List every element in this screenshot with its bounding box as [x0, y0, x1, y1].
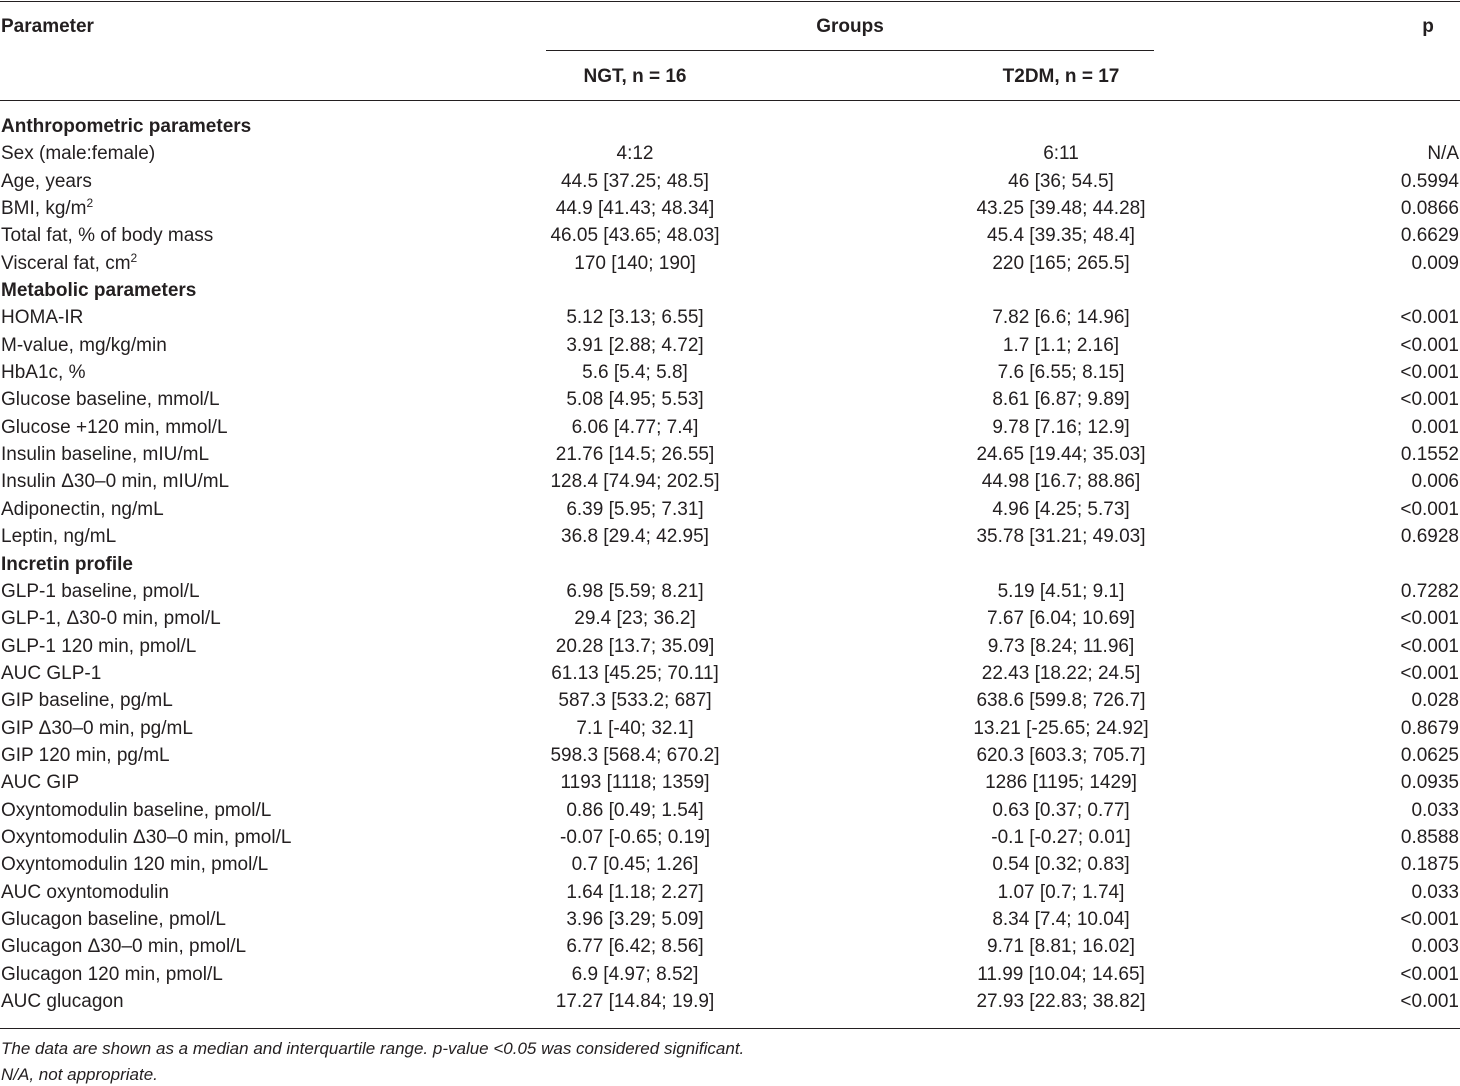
parameter-cell — [1, 222, 213, 249]
table-top-rule — [0, 1, 1460, 2]
table-row — [0, 961, 1460, 988]
ngt-cell: 6.77 [6.42; 8.56] — [566, 936, 704, 958]
parameter-cell — [1, 496, 164, 523]
table-row — [0, 660, 1460, 687]
table-row — [0, 879, 1460, 906]
p-value-cell: 0.1875 — [1400, 854, 1459, 876]
parameter-cell — [1, 797, 271, 824]
p-value-cell: <0.001 — [1400, 307, 1459, 329]
ngt-cell: 21.76 [14.5; 26.55] — [555, 444, 715, 466]
parameter-label: Oxyntomodulin Δ30–0 min, pmol/L — [1, 826, 292, 848]
parameter-label: Age, years — [1, 170, 92, 192]
parameter-cell — [1, 879, 169, 906]
table-row — [0, 496, 1460, 523]
t2dm-cell: 1.07 [0.7; 1.74] — [997, 881, 1125, 903]
ngt-cell: 0.7 [0.45; 1.26] — [571, 854, 699, 876]
parameter-cell — [1, 414, 228, 441]
t2dm-cell: 44.98 [16.7; 88.86] — [981, 471, 1141, 493]
p-value-cell: 0.009 — [1411, 252, 1459, 274]
t2dm-cell: 5.19 [4.51; 9.1] — [997, 580, 1125, 602]
p-value-cell: <0.001 — [1400, 908, 1459, 930]
parameter-label: M-value, mg/kg/min — [1, 334, 167, 356]
header-t2dm: T2DM, n = 17 — [1002, 66, 1120, 87]
ngt-cell: 170 [140; 190] — [574, 252, 696, 274]
table-row — [0, 933, 1460, 960]
parameter-cell — [1, 578, 200, 605]
p-value-cell: 0.003 — [1411, 936, 1459, 958]
ngt-cell: 4:12 — [616, 143, 654, 165]
parameter-label: HbA1c, % — [1, 362, 86, 384]
parameter-label: Glucose +120 min, mmol/L — [1, 416, 228, 438]
table-row — [0, 523, 1460, 550]
t2dm-cell: 0.54 [0.32; 0.83] — [992, 854, 1130, 876]
table-row — [0, 468, 1460, 495]
parameter-label: Oxyntomodulin 120 min, pmol/L — [1, 854, 269, 876]
p-value-cell: 0.8679 — [1400, 717, 1459, 739]
p-value-cell: 0.7282 — [1400, 580, 1459, 602]
parameter-label: Adiponectin, ng/mL — [1, 498, 164, 520]
table-row — [0, 824, 1460, 851]
parameter-label: AUC glucagon — [1, 991, 124, 1012]
ngt-cell: 598.3 [568.4; 670.2] — [550, 744, 720, 766]
p-value-cell: <0.001 — [1400, 662, 1459, 684]
p-value-cell: <0.001 — [1400, 991, 1459, 1012]
parameter-label: GLP-1 baseline, pmol/L — [1, 580, 200, 602]
p-value-cell: 0.006 — [1411, 471, 1459, 493]
parameter-label: Glucose baseline, mmol/L — [1, 389, 220, 411]
ngt-cell: 0.86 [0.49; 1.54] — [566, 799, 704, 821]
ngt-cell: 61.13 [45.25; 70.11] — [551, 662, 719, 684]
table-row — [0, 578, 1460, 605]
table-row — [0, 687, 1460, 714]
p-value-cell: <0.001 — [1400, 389, 1459, 411]
header-ngt: NGT, n = 16 — [583, 66, 687, 87]
p-value-cell: 0.033 — [1411, 881, 1459, 903]
table-row — [0, 441, 1460, 468]
parameter-cell — [1, 140, 155, 167]
t2dm-cell: 7.82 [6.6; 14.96] — [992, 307, 1130, 329]
parameter-cell — [1, 769, 79, 796]
parameter-label: BMI, kg/m — [1, 198, 87, 220]
parameter-label: Glucagon 120 min, pmol/L — [1, 963, 223, 985]
p-value-cell: <0.001 — [1400, 362, 1459, 384]
header-groups: Groups — [816, 16, 884, 37]
parameter-cell — [1, 687, 173, 714]
ngt-cell: 1.64 [1.18; 2.27] — [566, 881, 704, 903]
t2dm-cell: 9.73 [8.24; 11.96] — [987, 635, 1135, 657]
ngt-cell: 44.9 [41.43; 48.34] — [555, 198, 715, 220]
p-value-cell: 0.0935 — [1400, 772, 1459, 794]
table-row — [0, 605, 1460, 632]
p-value-cell: <0.001 — [1400, 963, 1459, 985]
t2dm-cell: 9.78 [7.16; 12.9] — [992, 416, 1130, 438]
parameter-label: Sex (male:female) — [1, 143, 156, 165]
table-row — [0, 222, 1460, 249]
section-title: Anthropometric parameters — [1, 116, 252, 137]
t2dm-cell: 220 [165; 265.5] — [992, 252, 1130, 274]
parameter-cell — [1, 250, 137, 277]
table-row — [0, 797, 1460, 824]
parameter-label: GLP-1 120 min, pmol/L — [1, 635, 197, 657]
table-row — [0, 250, 1460, 277]
p-value-cell: 0.0866 — [1400, 198, 1459, 220]
t2dm-cell: 46 [36; 54.5] — [1008, 170, 1114, 192]
ngt-cell: 128.4 [74.94; 202.5] — [550, 471, 720, 493]
table-row — [0, 633, 1460, 660]
p-value-cell: 0.8588 — [1400, 826, 1459, 848]
t2dm-cell: 1.7 [1.1; 2.16] — [1002, 334, 1120, 356]
p-value-cell: <0.001 — [1400, 635, 1459, 657]
table-row — [0, 195, 1460, 222]
p-value-cell: 0.0625 — [1400, 744, 1459, 766]
p-value-cell: <0.001 — [1400, 334, 1459, 356]
parameter-cell — [1, 961, 223, 988]
section-row — [0, 551, 1460, 578]
table-row — [0, 140, 1460, 167]
parameter-cell — [1, 660, 101, 687]
parameter-cell — [1, 523, 116, 550]
parameter-cell — [1, 441, 209, 468]
parameter-label: GLP-1, Δ30-0 min, pmol/L — [1, 608, 221, 630]
ngt-cell: -0.07 [-0.65; 0.19] — [560, 826, 710, 848]
t2dm-cell: 22.43 [18.22; 24.5] — [981, 662, 1141, 684]
table-row — [0, 386, 1460, 413]
parameter-label: AUC oxyntomodulin — [1, 881, 169, 903]
ngt-cell: 7.1 [-40; 32.1] — [576, 717, 694, 739]
t2dm-cell: 638.6 [599.8; 726.7] — [976, 690, 1146, 712]
parameter-cell — [1, 988, 124, 1015]
ngt-cell: 3.91 [2.88; 4.72] — [566, 334, 704, 356]
ngt-cell: 6.9 [4.97; 8.52] — [571, 963, 699, 985]
groups-underline — [546, 50, 1154, 51]
ngt-cell: 5.08 [4.95; 5.53] — [566, 389, 704, 411]
p-value-cell: <0.001 — [1400, 608, 1459, 630]
header-parameter: Parameter — [1, 16, 94, 37]
parameter-cell — [1, 468, 229, 495]
parameter-label: GIP 120 min, pg/mL — [1, 744, 170, 766]
ngt-cell: 6.06 [4.77; 7.4] — [571, 416, 699, 438]
table-row — [0, 414, 1460, 441]
section-title: Incretin profile — [1, 553, 133, 575]
section-title: Metabolic parameters — [1, 280, 197, 302]
p-value-cell: 0.5994 — [1400, 170, 1459, 192]
t2dm-cell: 11.99 [10.04; 14.65] — [977, 963, 1145, 985]
parameter-label: Glucagon baseline, pmol/L — [1, 908, 226, 930]
section-row — [0, 113, 1460, 140]
p-value-cell: <0.001 — [1400, 498, 1459, 520]
parameter-label: Leptin, ng/mL — [1, 526, 117, 548]
parameter-cell — [1, 906, 226, 933]
ngt-cell: 5.12 [3.13; 6.55] — [566, 307, 704, 329]
parameter-label: AUC GLP-1 — [1, 662, 102, 684]
ngt-cell: 3.96 [3.29; 5.09] — [566, 908, 704, 930]
t2dm-cell: 7.6 [6.55; 8.15] — [997, 362, 1125, 384]
table-bottom-rule — [0, 1028, 1460, 1029]
parameter-cell — [1, 605, 221, 632]
t2dm-cell: 9.71 [8.81; 16.02] — [987, 936, 1135, 958]
parameter-label: Glucagon Δ30–0 min, pmol/L — [1, 936, 247, 958]
p-value-cell: N/A — [1427, 143, 1459, 165]
p-value-cell: 0.6928 — [1400, 526, 1459, 548]
parameter-label: Insulin Δ30–0 min, mIU/mL — [1, 471, 230, 493]
p-value-cell: 0.028 — [1411, 690, 1459, 712]
parameter-label: GIP baseline, pg/mL — [1, 690, 173, 712]
parameter-cell — [1, 933, 246, 960]
parameter-cell — [1, 195, 93, 222]
ngt-cell: 1193 [1118; 1359] — [560, 772, 710, 794]
parameter-label: Oxyntomodulin baseline, pmol/L — [1, 799, 272, 821]
t2dm-cell: 7.67 [6.04; 10.69] — [987, 608, 1135, 630]
table-row — [0, 304, 1460, 331]
parameter-cell — [1, 332, 167, 359]
t2dm-cell: 43.25 [39.48; 44.28] — [976, 198, 1146, 220]
parameter-cell — [1, 304, 83, 331]
parameter-label: Total fat, % of body mass — [1, 225, 214, 247]
parameter-cell — [1, 824, 291, 851]
ngt-cell: 17.27 [14.84; 19.9] — [555, 991, 715, 1012]
ngt-cell: 5.6 [5.4; 5.8] — [582, 362, 688, 384]
p-value-cell: 0.6629 — [1400, 225, 1459, 247]
unit-superscript: 2 — [86, 196, 94, 211]
t2dm-cell: 4.96 [4.25; 5.73] — [992, 498, 1130, 520]
table-row — [0, 715, 1460, 742]
parameter-cell — [1, 168, 92, 195]
section-row — [0, 277, 1460, 304]
t2dm-cell: 8.61 [6.87; 9.89] — [992, 389, 1130, 411]
table-row — [0, 906, 1460, 933]
table-row — [0, 359, 1460, 386]
t2dm-cell: 24.65 [19.44; 35.03] — [976, 444, 1146, 466]
t2dm-cell: 45.4 [39.35; 48.4] — [987, 225, 1135, 247]
ngt-cell: 6.98 [5.59; 8.21] — [566, 580, 704, 602]
table-row — [0, 168, 1460, 195]
parameter-label: Visceral fat, cm — [1, 252, 131, 274]
ngt-cell: 20.28 [13.7; 35.09] — [555, 635, 715, 657]
table-body — [0, 113, 1460, 1015]
footnote-data-note: The data are shown as a median and interquartile range. p-value <0.05 was considered significant. — [1, 1039, 745, 1058]
table-row — [0, 851, 1460, 878]
t2dm-cell: 6:11 — [1043, 143, 1079, 165]
header-p: p — [1422, 16, 1434, 37]
table-row — [0, 742, 1460, 769]
t2dm-cell: 8.34 [7.4; 10.04] — [992, 908, 1130, 930]
p-value-cell: 0.033 — [1411, 799, 1459, 821]
ngt-cell: 6.39 [5.95; 7.31] — [566, 498, 704, 520]
table-row — [0, 332, 1460, 359]
t2dm-cell: 620.3 [603.3; 705.7] — [976, 744, 1146, 766]
table-row — [0, 988, 1460, 1015]
t2dm-cell: -0.1 [-0.27; 0.01] — [991, 826, 1131, 848]
parameter-label: GIP Δ30–0 min, pg/mL — [1, 717, 193, 739]
t2dm-cell: 1286 [1195; 1429] — [985, 772, 1137, 794]
parameter-label: HOMA-IR — [1, 307, 84, 329]
parameter-cell — [1, 359, 85, 386]
parameter-cell — [1, 386, 220, 413]
parameter-label: Insulin baseline, mIU/mL — [1, 444, 210, 466]
unit-superscript: 2 — [130, 250, 138, 265]
ngt-cell: 36.8 [29.4; 42.95] — [561, 526, 709, 548]
ngt-cell: 44.5 [37.25; 48.5] — [561, 170, 709, 192]
parameter-label: AUC GIP — [1, 772, 80, 794]
header-bottom-rule — [0, 100, 1460, 101]
ngt-cell: 46.05 [43.65; 48.03] — [550, 225, 720, 247]
p-value-cell: 0.1552 — [1400, 444, 1459, 466]
t2dm-cell: 13.21 [-25.65; 24.92] — [973, 717, 1149, 739]
ngt-cell: 587.3 [533.2; 687] — [558, 690, 712, 712]
parameter-cell — [1, 742, 170, 769]
t2dm-cell: 35.78 [31.21; 49.03] — [976, 526, 1146, 548]
parameter-cell — [1, 633, 196, 660]
p-value-cell: 0.001 — [1411, 416, 1459, 438]
ngt-cell: 29.4 [23; 36.2] — [574, 608, 696, 630]
t2dm-cell: 0.63 [0.37; 0.77] — [992, 799, 1130, 821]
parameter-cell — [1, 851, 268, 878]
t2dm-cell: 27.93 [22.83; 38.82] — [976, 991, 1146, 1012]
parameter-cell — [1, 715, 193, 742]
footnote-na-note: N/A, not appropriate. — [1, 1065, 158, 1084]
table-row — [0, 769, 1460, 796]
